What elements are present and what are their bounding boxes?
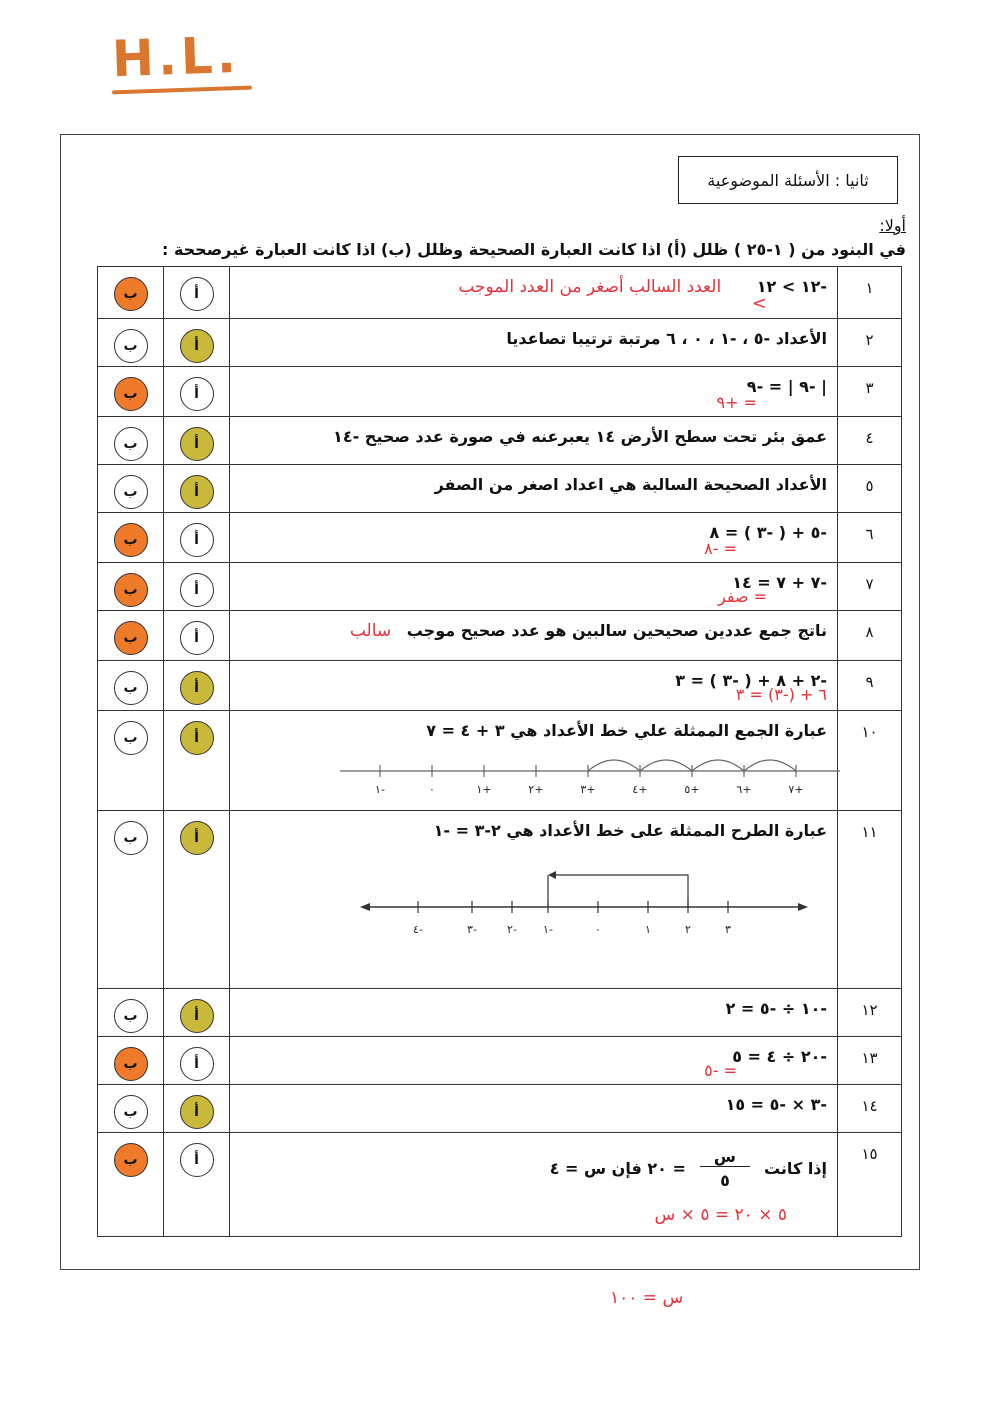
question-number: ٩ — [838, 661, 902, 711]
handwritten-note: العدد السالب أصغر من العدد الموجب — [458, 277, 722, 297]
option-a-cell[interactable] — [164, 563, 230, 611]
subtraction-path — [554, 875, 688, 907]
question-statement — [230, 563, 838, 611]
statement-text: الأعداد الصحيحة السالبة هي اعداد اصغر من الصفر — [434, 475, 827, 494]
question-row-11 — [98, 811, 902, 989]
question-statement — [230, 513, 838, 563]
option-a-bubble[interactable]: أ — [180, 329, 214, 363]
question-statement — [230, 811, 838, 989]
question-row-2 — [98, 319, 902, 367]
question-number: ٨ — [838, 611, 902, 661]
question-number: ٣ — [838, 367, 902, 417]
handwritten-note: = -٥ — [704, 1061, 737, 1080]
option-b-bubble[interactable]: ب — [114, 573, 148, 607]
option-b-cell[interactable] — [98, 989, 164, 1037]
subtraction-arrowhead — [548, 871, 556, 879]
option-b-cell[interactable] — [98, 1037, 164, 1085]
option-b-bubble[interactable]: ب — [114, 1143, 148, 1177]
teacher-initials: H.L. — [111, 25, 241, 89]
option-b-bubble[interactable]: ب — [114, 1095, 148, 1129]
statement-text: عبارة الجمع الممثلة علي خط الأعداد هي ٣ + ٤ = ٧ — [426, 721, 827, 740]
tick-label: +١ — [476, 783, 492, 796]
statement-text-b: = ٢٠ فإن س = ٤ — [549, 1159, 686, 1178]
fraction — [700, 1147, 750, 1190]
option-a-cell[interactable] — [164, 1037, 230, 1085]
number-line-subtraction — [360, 863, 830, 943]
option-a-cell[interactable] — [164, 367, 230, 417]
question-number: ١٠ — [838, 711, 902, 811]
question-statement — [230, 465, 838, 513]
question-number: ١ — [838, 267, 902, 319]
option-b-bubble[interactable]: ب — [114, 475, 148, 509]
statement-text: ناتج جمع عددين صحيحين سالبين هو عدد صحيح موجب — [406, 621, 827, 640]
tick-label: ٠ — [429, 783, 435, 796]
section-title: ثانيا : الأسئلة الموضوعية — [707, 170, 869, 190]
option-a-cell[interactable] — [164, 661, 230, 711]
tick-label: ٠ — [595, 923, 601, 936]
statement-text: -٧ + ٧ = ١٤ — [732, 573, 827, 592]
option-a-bubble[interactable]: أ — [180, 721, 214, 755]
question-statement — [230, 989, 838, 1037]
hop-arc — [588, 760, 640, 771]
option-a-cell[interactable] — [164, 1085, 230, 1133]
option-a-cell[interactable] — [164, 611, 230, 661]
hop-arc — [692, 760, 744, 771]
question-number: ١٢ — [838, 989, 902, 1037]
statement-text: | -٩ | = -٩ — [746, 377, 827, 396]
question-number: ٥ — [838, 465, 902, 513]
option-b-cell[interactable] — [98, 319, 164, 367]
option-b-cell[interactable] — [98, 811, 164, 989]
question-statement — [230, 1037, 838, 1085]
question-row-9 — [98, 661, 902, 711]
tick-label: +٤ — [632, 783, 648, 796]
question-row-3 — [98, 367, 902, 417]
question-row-10 — [98, 711, 902, 811]
option-b-cell[interactable] — [98, 1133, 164, 1237]
option-a-bubble[interactable]: أ — [180, 1143, 214, 1177]
question-number: ٢ — [838, 319, 902, 367]
question-row-7 — [98, 563, 902, 611]
tick-label: ٣ — [725, 923, 731, 936]
tick-label: +٧ — [788, 783, 804, 796]
statement-text: الأعداد -٥ ، -١ ، ٠ ، ٦ مرتبة ترتيبا تصاعديا — [506, 329, 827, 348]
question-row-14 — [98, 1085, 902, 1133]
tick-label: -١ — [375, 783, 385, 796]
question-row-13 — [98, 1037, 902, 1085]
tick-label: +٢ — [528, 783, 544, 796]
option-b-bubble[interactable]: ب — [114, 523, 148, 557]
statement-text: -١٠ ÷ -٥ = ٢ — [725, 999, 827, 1018]
question-row-15 — [98, 1133, 902, 1237]
option-a-cell[interactable] — [164, 417, 230, 465]
statement-text: -٢ + ٨ + ( -٣ ) = ٣ — [675, 671, 827, 690]
handwritten-note: ٥ × ٢٠ = ٥ × س — [654, 1205, 787, 1225]
option-b-bubble[interactable]: ب — [114, 999, 148, 1033]
number-line-ticks — [375, 760, 804, 796]
option-a-bubble[interactable]: أ — [180, 821, 214, 855]
handwritten-sign: > — [751, 293, 767, 314]
hop-arc — [744, 760, 796, 771]
questions-table — [97, 266, 902, 1237]
fraction-denominator: ٥ — [720, 1171, 730, 1190]
question-number: ١٥ — [838, 1133, 902, 1237]
statement-text: -١٢ > ١٢ — [756, 277, 827, 296]
option-b-cell[interactable] — [98, 267, 164, 319]
question-statement — [230, 267, 838, 319]
option-a-bubble[interactable]: أ — [180, 377, 214, 411]
section-title-box — [678, 156, 898, 204]
question-row-4 — [98, 417, 902, 465]
option-a-cell[interactable] — [164, 465, 230, 513]
statement-text: عمق بئر تحت سطح الأرض ١٤ يعبرعنه في صورة عدد صحيح -١٤ — [333, 427, 827, 446]
tick-label: -٤ — [413, 923, 423, 936]
option-b-bubble[interactable]: ب — [114, 329, 148, 363]
part-label: أولا: — [879, 216, 906, 235]
fraction-numerator: س — [700, 1147, 750, 1167]
question-statement — [230, 367, 838, 417]
option-a-cell[interactable] — [164, 711, 230, 811]
option-a-cell[interactable] — [164, 811, 230, 989]
question-row-6 — [98, 513, 902, 563]
question-statement — [230, 417, 838, 465]
option-b-bubble[interactable]: ب — [114, 671, 148, 705]
number-line-left-arrow — [360, 903, 370, 911]
handwritten-note: = -٨ — [704, 539, 737, 558]
option-b-bubble[interactable]: ب — [114, 721, 148, 755]
statement-text-a: إذا كانت — [763, 1159, 827, 1178]
question-statement — [230, 661, 838, 711]
option-a-bubble[interactable]: أ — [180, 277, 214, 311]
question-statement — [230, 1133, 838, 1237]
question-statement — [230, 611, 838, 661]
option-a-cell[interactable] — [164, 319, 230, 367]
number-line-ticks — [413, 871, 731, 936]
option-b-cell[interactable] — [98, 611, 164, 661]
option-b-bubble[interactable]: ب — [114, 427, 148, 461]
option-a-bubble[interactable]: أ — [180, 1047, 214, 1081]
fraction-statement — [240, 1147, 827, 1190]
tick-label: +٣ — [580, 783, 596, 796]
option-b-cell[interactable] — [98, 1085, 164, 1133]
tick-label: ٢ — [685, 923, 691, 936]
question-number: ٤ — [838, 417, 902, 465]
hop-arc — [640, 760, 692, 771]
option-a-cell[interactable] — [164, 989, 230, 1037]
question-row-8 — [98, 611, 902, 661]
option-b-bubble[interactable]: ب — [114, 621, 148, 655]
option-a-bubble[interactable]: أ — [180, 475, 214, 509]
option-a-cell[interactable] — [164, 267, 230, 319]
tick-label: ١ — [645, 923, 651, 936]
question-statement — [230, 319, 838, 367]
question-number: ١١ — [838, 811, 902, 989]
question-row-1 — [98, 267, 902, 319]
option-b-bubble[interactable]: ب — [114, 377, 148, 411]
option-a-bubble[interactable]: أ — [180, 999, 214, 1033]
statement-text: عبارة الطرح الممثلة على خط الأعداد هي ٢-٣ = -١ — [433, 821, 827, 840]
tick-label: +٦ — [736, 783, 752, 796]
option-b-bubble[interactable]: ب — [114, 277, 148, 311]
statement-text: -٣ × -٥ = ١٥ — [725, 1095, 827, 1114]
question-statement — [230, 1085, 838, 1133]
tick-label: -١ — [543, 923, 553, 936]
question-statement — [230, 711, 838, 811]
option-a-cell[interactable] — [164, 1133, 230, 1237]
tick-label: +٥ — [684, 783, 700, 796]
option-b-bubble[interactable]: ب — [114, 1047, 148, 1081]
handwritten-note: سالب — [349, 621, 392, 641]
question-number: ١٤ — [838, 1085, 902, 1133]
tick-label: -٢ — [507, 923, 517, 936]
question-number: ١٣ — [838, 1037, 902, 1085]
handwritten-note-below: س = ١٠٠ — [610, 1288, 684, 1308]
option-b-cell[interactable] — [98, 513, 164, 563]
instruction-text: في البنود من ( ١-٢٥ ) ظلل (أ) اذا كانت العبارة الصحيحة وظلل (ب) اذا كانت العبارة غيرصححة : — [161, 240, 906, 259]
question-number: ٦ — [838, 513, 902, 563]
option-b-cell[interactable] — [98, 711, 164, 811]
option-a-bubble[interactable]: أ — [180, 621, 214, 655]
handwritten-note: ٦ + (-٣) = ٣ — [735, 685, 827, 704]
question-row-12 — [98, 989, 902, 1037]
option-a-bubble[interactable]: أ — [180, 523, 214, 557]
handwritten-note: = +٩ — [716, 393, 757, 412]
option-b-cell[interactable] — [98, 417, 164, 465]
tick-label: -٣ — [467, 923, 477, 936]
question-row-5 — [98, 465, 902, 513]
option-a-bubble[interactable]: أ — [180, 427, 214, 461]
option-b-cell[interactable] — [98, 367, 164, 417]
statement-text: -٥ + ( -٣ ) = ٨ — [709, 523, 827, 542]
option-b-bubble[interactable]: ب — [114, 821, 148, 855]
option-a-bubble[interactable]: أ — [180, 573, 214, 607]
handwritten-note: = صفر — [718, 587, 767, 606]
option-a-bubble[interactable]: أ — [180, 1095, 214, 1129]
option-b-cell[interactable] — [98, 661, 164, 711]
option-b-cell[interactable] — [98, 563, 164, 611]
question-number: ٧ — [838, 563, 902, 611]
number-line-right-arrow — [798, 903, 808, 911]
option-a-bubble[interactable]: أ — [180, 671, 214, 705]
option-a-cell[interactable] — [164, 513, 230, 563]
option-b-cell[interactable] — [98, 465, 164, 513]
number-line-addition — [340, 753, 860, 803]
statement-text: -٢٠ ÷ ٤ = ٥ — [732, 1047, 827, 1066]
